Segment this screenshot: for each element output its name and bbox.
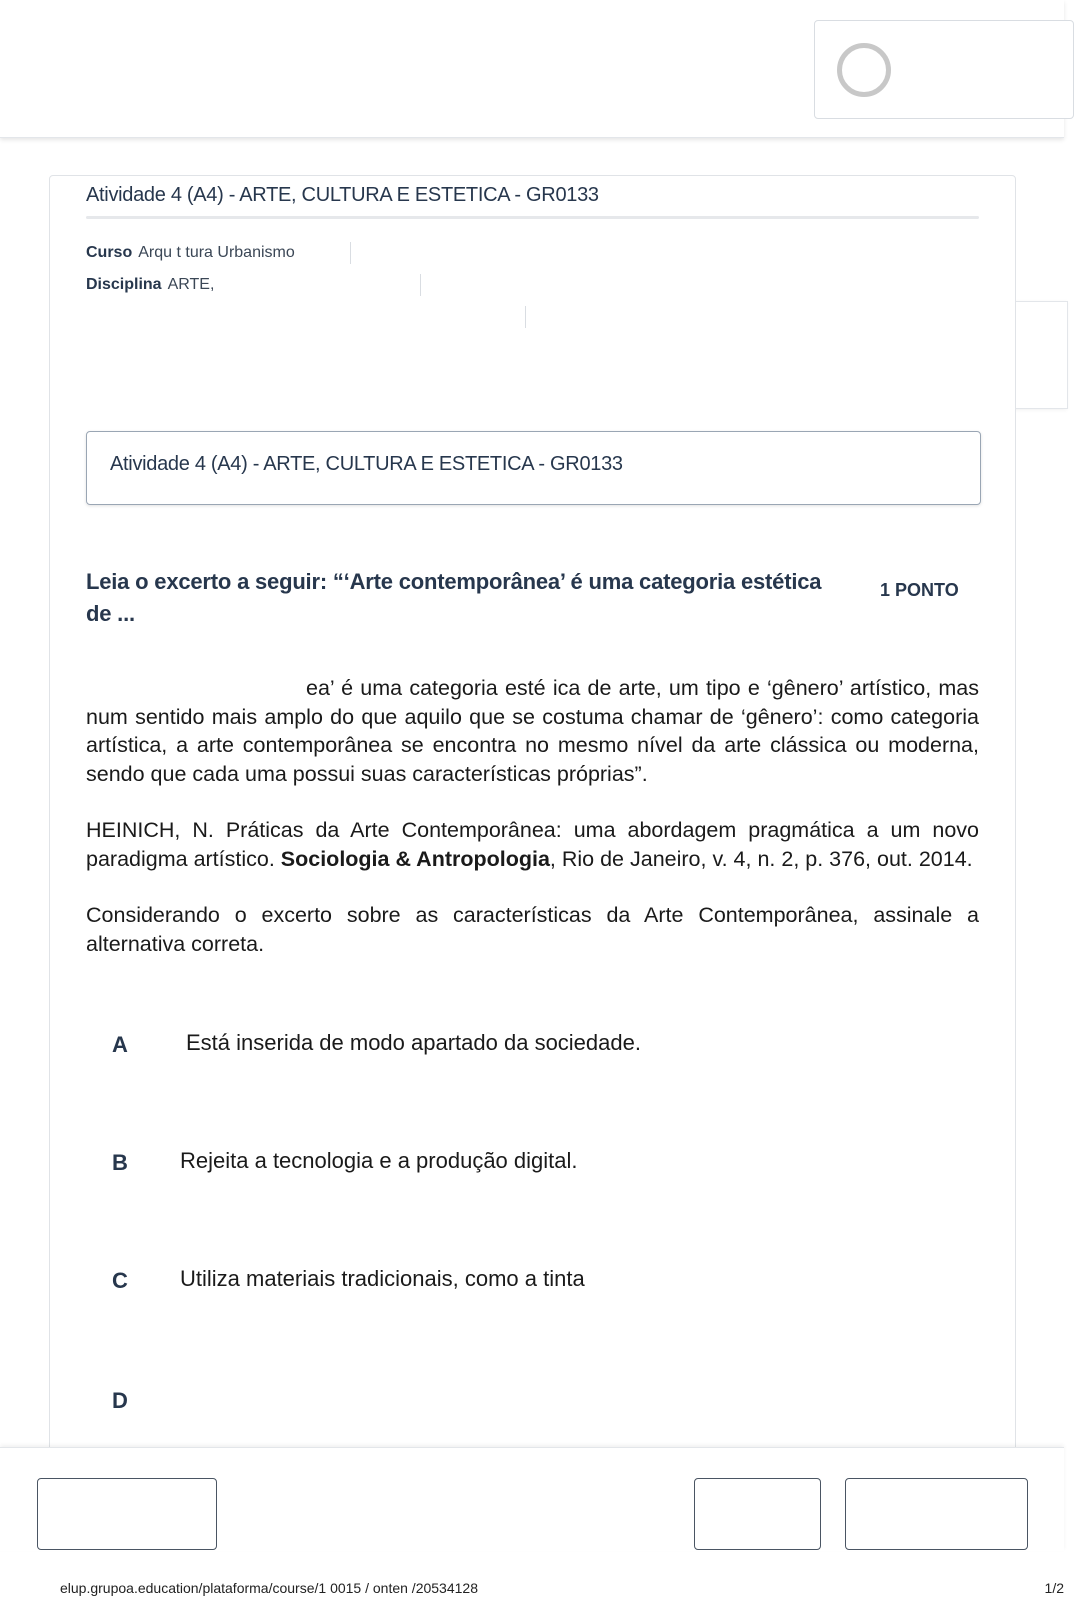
- discipline-info: [86, 276, 214, 294]
- question-prompt: Considerando o excerto sobre as características da Arte Contemporânea, assinale a alternativa correta.: [86, 903, 979, 956]
- next-button[interactable]: [845, 1478, 1028, 1550]
- question-heading: Leia o excerto a seguir: “‘Arte contemporânea’ é uma categoria estética de ...: [86, 569, 822, 626]
- option-b[interactable]: [86, 1146, 979, 1206]
- reference-text: HEINICH, N. Práticas da Arte Contemporânea: uma abordagem pragmática a um novo paradigma artístico.: [86, 818, 979, 871]
- save-button[interactable]: [694, 1478, 821, 1550]
- option-text: Utiliza materiais tradicionais, como a tinta: [180, 1266, 585, 1291]
- course-label: Curso: [86, 244, 133, 261]
- question-body: [86, 674, 979, 986]
- timer-panel: [814, 20, 1074, 119]
- discipline-label: Disciplina: [86, 276, 162, 293]
- option-letter: C: [112, 1268, 128, 1293]
- activity-box-title: Atividade 4 (A4) - ARTE, CULTURA E ESTETICA - GR0133: [110, 453, 623, 475]
- reference-journal: Sociologia & Antropologia: [280, 846, 550, 871]
- option-text: Está inserida de modo apartado da sociedade.: [186, 1030, 641, 1055]
- course-value: Arqu t tura Urbanismo: [138, 244, 295, 261]
- discipline-separator: [420, 274, 421, 296]
- meta-separator: [525, 306, 526, 328]
- option-letter: A: [112, 1032, 128, 1057]
- reference-paragraph: [86, 816, 979, 873]
- page-url: elup.grupoa.education/plataforma/course/1 0015 / onten /20534128: [60, 1580, 478, 1596]
- bottom-bar: [0, 1447, 1064, 1551]
- page-number: 1/2: [1044, 1580, 1064, 1596]
- activity-title-box: [86, 431, 981, 505]
- question-points: 1 PONTO: [880, 580, 959, 600]
- option-a[interactable]: [86, 1028, 979, 1088]
- course-separator: [350, 242, 351, 264]
- reference-details: , Rio de Janeiro, v. 4, n. 2, p. 376, out. 2014.: [549, 846, 973, 871]
- activity-title: Atividade 4 (A4) - ARTE, CULTURA E ESTETICA - GR0133: [86, 184, 599, 206]
- discipline-value: ARTE,: [167, 276, 215, 293]
- circle-progress-icon: [837, 43, 891, 97]
- excerpt-paragraph: ea’ é uma categoria esté ica de arte, um tipo e ‘gênero’ artístico, mas num sentido mais amplo do que aquilo que se costuma chamar de ‘gênero’: como categoria artística, a arte contemporânea se encontra no mesmo nível da arte clássica ou moderna, sendo que cada uma possui suas características próprias”.: [86, 676, 979, 786]
- option-letter: D: [112, 1388, 128, 1413]
- title-divider: [86, 216, 979, 219]
- option-text: Rejeita a tecnologia e a produção digital.: [180, 1148, 578, 1173]
- option-letter: B: [112, 1150, 128, 1175]
- option-d[interactable]: [86, 1384, 979, 1444]
- course-info: [86, 244, 295, 262]
- previous-button[interactable]: [37, 1478, 217, 1550]
- activity-card: [49, 175, 1016, 1465]
- top-bar: [0, 0, 1064, 138]
- option-c[interactable]: [86, 1264, 979, 1324]
